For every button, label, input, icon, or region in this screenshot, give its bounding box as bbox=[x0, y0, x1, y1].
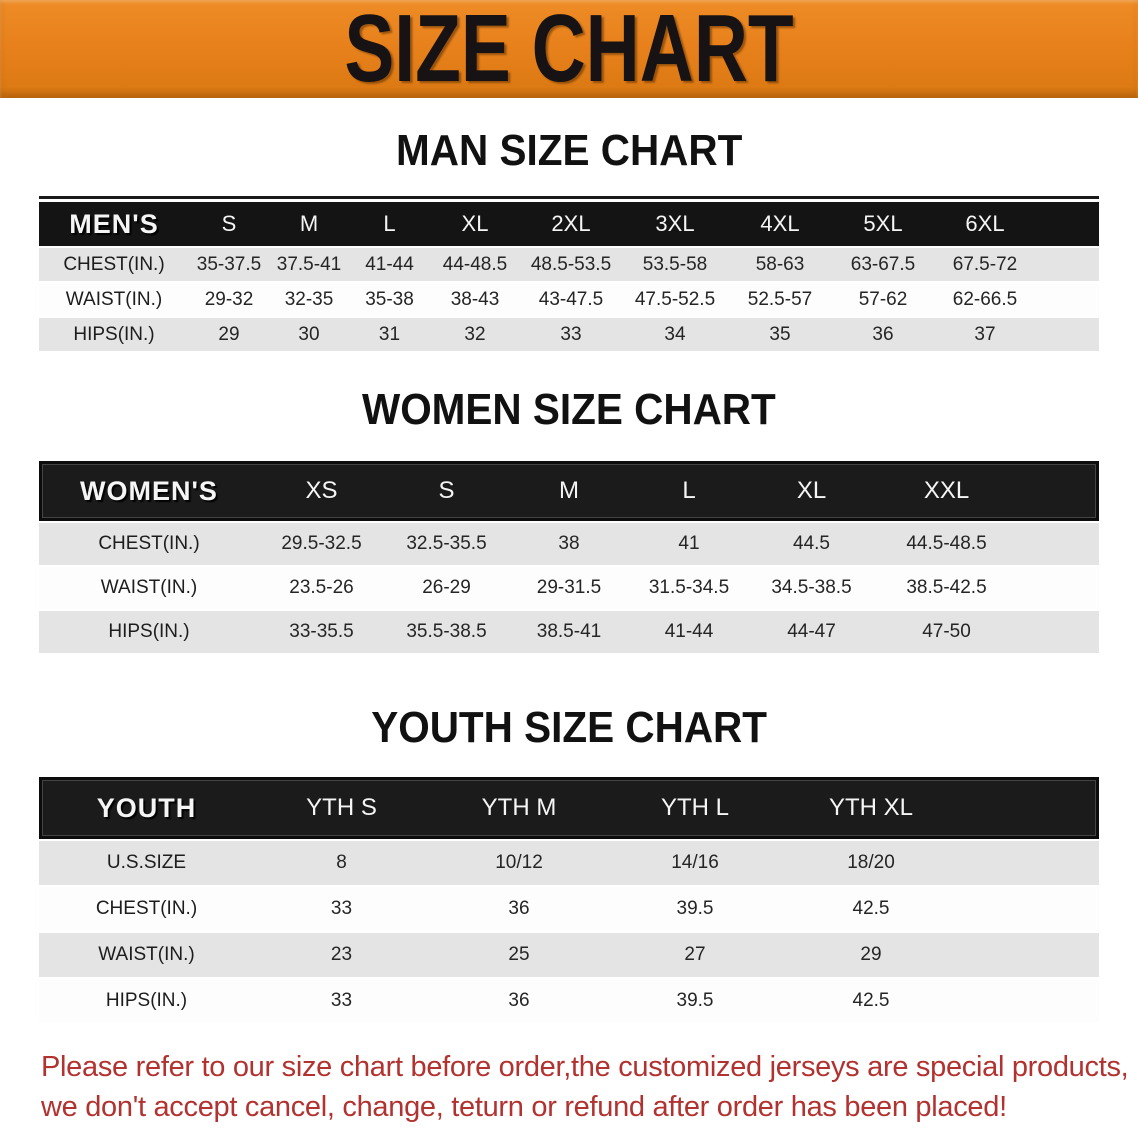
filler-cell bbox=[1036, 248, 1099, 281]
row-label: CHEST(IN.) bbox=[98, 533, 200, 554]
value-cell: 67.5-72 bbox=[952, 253, 1018, 275]
women-size-table bbox=[39, 461, 1099, 653]
table-row-ussize bbox=[39, 841, 1099, 885]
value-cell: 23.5-26 bbox=[289, 577, 354, 598]
filler-cell bbox=[1019, 611, 1099, 653]
value-cell: 44.5 bbox=[793, 533, 830, 554]
row-label: CHEST(IN.) bbox=[95, 898, 198, 919]
size-header-cell: 5XL bbox=[863, 211, 903, 236]
size-header-cell: M bbox=[299, 211, 319, 236]
men-table-header-row bbox=[39, 202, 1099, 246]
table-row-hips bbox=[39, 611, 1099, 653]
value-cell: 35-38 bbox=[365, 288, 414, 310]
row-label: HIPS(IN.) bbox=[105, 990, 188, 1011]
row-label: HIPS(IN.) bbox=[108, 621, 190, 642]
table-row-waist bbox=[39, 283, 1099, 316]
size-header-cell: 6XL bbox=[965, 211, 1005, 236]
filler-cell bbox=[961, 841, 1099, 885]
size-header-cell: YTH XL bbox=[828, 794, 914, 821]
value-cell: 38.5-42.5 bbox=[906, 577, 987, 598]
value-cell: 26-29 bbox=[422, 577, 471, 598]
youth-section-heading bbox=[39, 705, 1099, 751]
value-cell: 32 bbox=[464, 323, 486, 345]
value-cell: 53.5-58 bbox=[642, 253, 708, 275]
value-cell: 32-35 bbox=[284, 288, 334, 310]
size-header-cell: 4XL bbox=[760, 211, 800, 236]
value-cell: 36 bbox=[508, 990, 530, 1011]
content bbox=[39, 126, 1129, 1132]
value-cell: 36 bbox=[872, 323, 894, 345]
value-cell: 41 bbox=[678, 533, 700, 554]
value-cell: 37.5-41 bbox=[276, 253, 342, 275]
size-chart-banner bbox=[0, 0, 1138, 102]
value-cell: 39.5 bbox=[676, 990, 714, 1011]
row-label: HIPS(IN.) bbox=[73, 323, 155, 345]
value-cell: 41-44 bbox=[365, 253, 414, 275]
value-cell: 33-35.5 bbox=[289, 621, 354, 642]
men-table-label: MEN'S bbox=[69, 208, 159, 239]
size-header-cell: 3XL bbox=[655, 211, 695, 236]
value-cell: 34 bbox=[664, 323, 686, 345]
value-cell: 44.5-48.5 bbox=[906, 533, 987, 554]
value-cell: 38 bbox=[558, 533, 580, 554]
header-filler-cell bbox=[1019, 464, 1099, 518]
value-cell: 31 bbox=[378, 323, 401, 345]
youth-heading-text: YOUTH SIZE CHART bbox=[371, 703, 767, 752]
filler-cell bbox=[961, 887, 1099, 931]
value-cell: 31.5-34.5 bbox=[648, 577, 730, 598]
value-cell: 58-63 bbox=[755, 253, 805, 275]
value-cell: 29 bbox=[860, 944, 882, 965]
value-cell: 44-47 bbox=[787, 621, 836, 642]
table-row-waist bbox=[39, 933, 1099, 977]
policy-line-2: we don't accept cancel, change, teturn or refund after order has been placed! bbox=[41, 1091, 1007, 1123]
row-label: WAIST(IN.) bbox=[98, 944, 195, 965]
order-policy-note bbox=[39, 1047, 1129, 1127]
size-header-cell: XS bbox=[305, 477, 338, 504]
value-cell: 47-50 bbox=[922, 621, 971, 642]
filler-cell bbox=[1036, 318, 1099, 351]
value-cell: 39.5 bbox=[676, 898, 714, 919]
value-cell: 8 bbox=[336, 852, 347, 873]
value-cell: 35 bbox=[769, 323, 791, 345]
value-cell: 25 bbox=[508, 944, 530, 965]
value-cell: 36 bbox=[508, 898, 530, 919]
value-cell: 37 bbox=[974, 323, 996, 345]
size-header-cell: XXL bbox=[923, 477, 970, 504]
youth-size-table bbox=[39, 777, 1099, 1023]
value-cell: 29 bbox=[218, 323, 240, 345]
value-cell: 10/12 bbox=[495, 852, 543, 873]
table-row-hips bbox=[39, 979, 1099, 1023]
value-cell: 42.5 bbox=[852, 990, 890, 1011]
size-header-cell: S bbox=[221, 211, 237, 236]
size-header-cell: YTH S bbox=[306, 794, 377, 821]
row-label: U.S.SIZE bbox=[106, 852, 187, 873]
size-header-cell: YTH L bbox=[660, 794, 729, 821]
policy-line-1: Please refer to our size chart before order,the customized jerseys are special products, bbox=[41, 1051, 1129, 1083]
size-header-cell: YTH M bbox=[481, 794, 557, 821]
value-cell: 41-44 bbox=[664, 621, 714, 642]
table-row-chest bbox=[39, 887, 1099, 931]
value-cell: 14/16 bbox=[671, 852, 719, 873]
value-cell: 33 bbox=[330, 990, 353, 1011]
value-cell: 52.5-57 bbox=[747, 288, 813, 310]
banner-title: SIZE CHART bbox=[344, 0, 794, 102]
value-cell: 29-32 bbox=[204, 288, 254, 310]
filler-cell bbox=[1019, 567, 1099, 609]
size-header-cell: XL bbox=[796, 477, 827, 504]
value-cell: 57-62 bbox=[858, 288, 908, 310]
table-row-chest bbox=[39, 248, 1099, 281]
value-cell: 33 bbox=[330, 898, 353, 919]
women-table-label: WOMEN'S bbox=[80, 475, 218, 506]
value-cell: 38-43 bbox=[450, 288, 500, 310]
value-cell: 34.5-38.5 bbox=[771, 577, 852, 598]
table-row-waist bbox=[39, 567, 1099, 609]
value-cell: 18/20 bbox=[847, 852, 895, 873]
filler-cell bbox=[1036, 283, 1099, 316]
value-cell: 44-48.5 bbox=[442, 253, 508, 275]
value-cell: 29-31.5 bbox=[536, 577, 602, 598]
row-label: WAIST(IN.) bbox=[100, 577, 198, 598]
women-section-heading bbox=[39, 387, 1099, 433]
value-cell: 63-67.5 bbox=[850, 253, 916, 275]
value-cell: 30 bbox=[298, 323, 320, 345]
row-label: CHEST(IN.) bbox=[63, 253, 165, 275]
size-header-cell: L bbox=[383, 211, 396, 236]
men-table-top-rule bbox=[39, 196, 1099, 199]
women-table-header-row bbox=[39, 461, 1099, 521]
value-cell: 48.5-53.5 bbox=[530, 253, 612, 275]
filler-cell bbox=[961, 933, 1099, 977]
value-cell: 43-47.5 bbox=[538, 288, 604, 310]
value-cell: 33 bbox=[560, 323, 582, 345]
header-filler-cell bbox=[961, 780, 1099, 836]
men-size-table bbox=[39, 196, 1099, 351]
women-heading-text: WOMEN SIZE CHART bbox=[362, 385, 776, 434]
men-section-heading bbox=[39, 128, 1099, 174]
value-cell: 38.5-41 bbox=[536, 621, 602, 642]
row-label: WAIST(IN.) bbox=[65, 288, 163, 310]
value-cell: 29.5-32.5 bbox=[281, 533, 362, 554]
value-cell: 47.5-52.5 bbox=[634, 288, 716, 310]
size-header-cell: L bbox=[682, 477, 696, 504]
men-heading-text: MAN SIZE CHART bbox=[395, 126, 743, 175]
value-cell: 42.5 bbox=[852, 898, 890, 919]
table-row-chest bbox=[39, 523, 1099, 565]
size-header-cell: S bbox=[438, 477, 455, 504]
size-header-cell: XL bbox=[461, 211, 489, 236]
header-filler-cell bbox=[1036, 202, 1099, 246]
youth-table-header-row bbox=[39, 777, 1099, 839]
value-cell: 23 bbox=[330, 944, 353, 965]
value-cell: 27 bbox=[684, 944, 706, 965]
value-cell: 62-66.5 bbox=[952, 288, 1018, 310]
filler-cell bbox=[961, 979, 1099, 1023]
value-cell: 35.5-38.5 bbox=[406, 621, 487, 642]
value-cell: 32.5-35.5 bbox=[406, 533, 487, 554]
filler-cell bbox=[1019, 523, 1099, 565]
size-header-cell: M bbox=[559, 477, 579, 504]
size-header-cell: 2XL bbox=[551, 211, 591, 236]
youth-table-label: YOUTH bbox=[96, 792, 197, 823]
table-row-hips bbox=[39, 318, 1099, 351]
value-cell: 35-37.5 bbox=[196, 253, 262, 275]
